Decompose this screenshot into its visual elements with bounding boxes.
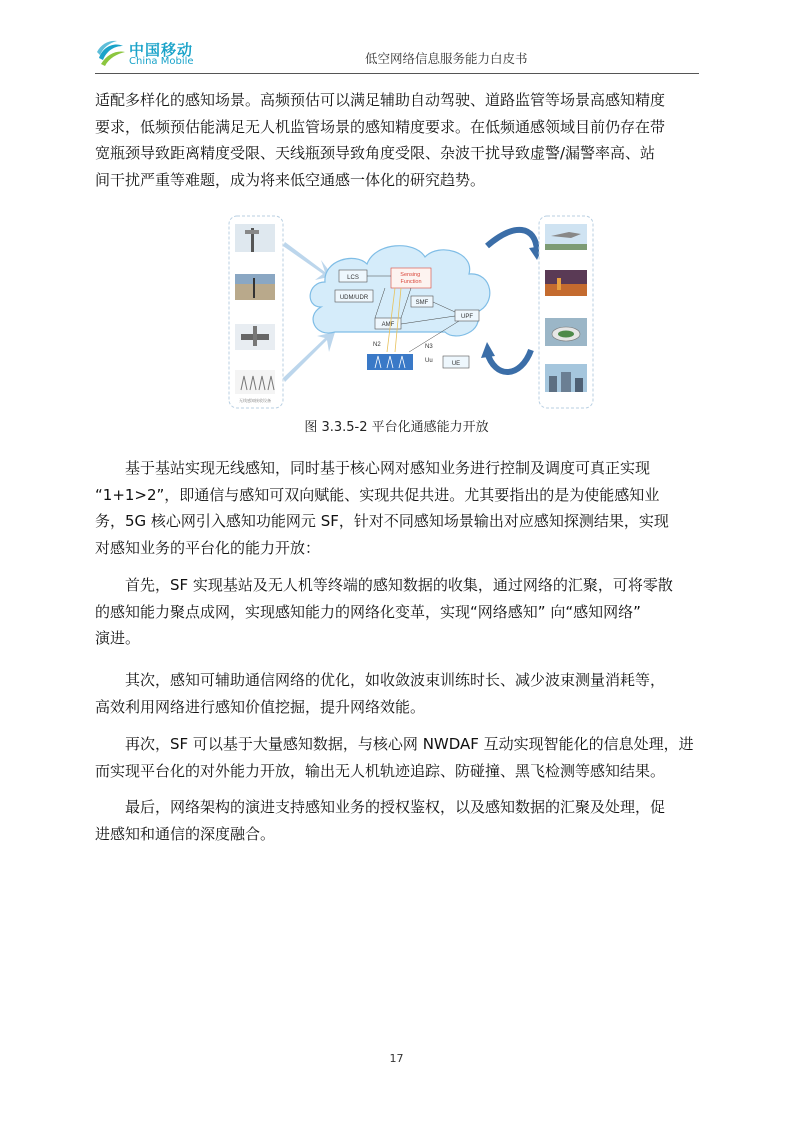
text-line: 间干扰严重等难题，成为将来低空通感一体化的研究趋势。 <box>95 170 486 189</box>
cycle-arrow-top <box>487 230 537 250</box>
platform-sensing-figure <box>225 212 597 414</box>
scene-photo <box>545 318 587 346</box>
uu-label: Uu <box>425 358 433 364</box>
n2-label: N2 <box>373 342 381 348</box>
sensing-function-label <box>400 272 421 285</box>
text-line: 再次，SF 可以基于大量感知数据，与核心网 NWDAF 互动实现智能化的信息处理，进 <box>95 735 694 753</box>
n3-label: N3 <box>425 344 433 350</box>
body-paragraph <box>95 455 699 561</box>
amf-label: AMF <box>381 322 395 328</box>
figure-caption: 图 3.3.5-2 平台化通感能力开放 <box>304 420 489 435</box>
sensing-device-photo <box>235 274 275 300</box>
cycle-arrow-bottom <box>487 350 531 372</box>
sensing-device-photo <box>235 224 275 252</box>
base-station-icon <box>367 354 413 370</box>
left-panel-caption: 无线感知接收设备 <box>239 398 271 403</box>
body-paragraph <box>95 731 699 784</box>
header-divider <box>95 73 699 74</box>
smf-label: SMF <box>415 300 429 306</box>
sensing-function-label-line-2: Function <box>400 279 422 285</box>
page-header <box>95 36 699 74</box>
intro-paragraph <box>95 87 699 193</box>
text-line: 适配多样化的感知场景。高频预估可以满足辅助自动驾驶、道路监管等场景高感知精度 <box>95 91 666 109</box>
text-line: 进感知和通信的深度融合。 <box>95 824 276 843</box>
body-paragraph <box>95 572 699 652</box>
text-line: 而实现平台化的对外能力开放，输出无人机轨迹追踪、防碰撞、黑飞检测等感知结果。 <box>95 761 666 780</box>
scene-photo <box>545 224 587 250</box>
logo-english-text: China Mobile <box>129 56 194 67</box>
left-arrow-bottom <box>283 332 335 382</box>
sensing-device-photo <box>235 324 275 350</box>
text-line: 最后，网络架构的演进支持感知业务的授权鉴权，以及感知数据的汇聚及处理，促 <box>95 798 666 816</box>
text-line: 的感知能力聚点成网，实现感知能力的网络化变革，实现“网络感知” 向“感知网络” <box>95 602 641 621</box>
text-line: 其次，感知可辅助通信网络的优化，如收敛波束训练时长、减少波束测量消耗等， <box>95 671 666 689</box>
sensing-device-photo <box>235 370 275 394</box>
text-line: 首先，SF 实现基站及无人机等终端的感知数据的收集，通过网络的汇聚，可将零散 <box>95 576 673 594</box>
lcs-label: LCS <box>347 275 359 281</box>
body-paragraph <box>95 667 699 720</box>
text-line: “1+1>2”，即通信与感知可双向赋能、实现共促共进。尤其要指出的是为使能感知业 <box>95 485 660 504</box>
logo-chinese-text: 中国移动 <box>129 41 194 59</box>
scene-photo <box>545 364 587 392</box>
china-mobile-logo <box>95 38 205 70</box>
scene-photo <box>545 270 587 296</box>
sensing-function-label-line-1: Sensing <box>400 272 421 278</box>
text-line: 宽瓶颈导致距离精度受限、天线瓶颈导致角度受限、杂波干扰导致虚警/漏警率高、站 <box>95 144 656 162</box>
china-mobile-logo-icon <box>95 38 127 70</box>
ue-label: UE <box>451 361 461 367</box>
text-line: 要求，低频预估能满足无人机监管场景的感知精度要求。在低频通感领域目前仍存在带 <box>95 117 666 136</box>
text-line: 对感知业务的平台化的能力开放： <box>95 538 321 557</box>
text-line: 高效利用网络进行感知价值挖掘，提升网络效能。 <box>95 697 426 716</box>
udm-udr-label: UDM/UDR <box>339 295 369 301</box>
text-line: 演进。 <box>95 629 141 647</box>
page-number: 17 <box>389 1052 404 1065</box>
document-title: 低空网络信息服务能力白皮书 <box>365 51 528 66</box>
body-paragraph <box>95 794 699 847</box>
upf-label: UPF <box>461 314 473 320</box>
text-line: 务，5G 核心网引入感知功能网元 SF，针对不同感知场景输出对应感知探测结果，实现 <box>95 512 669 530</box>
text-line: 基于基站实现无线感知，同时基于核心网对感知业务进行控制及调度可真正实现 <box>95 459 651 477</box>
